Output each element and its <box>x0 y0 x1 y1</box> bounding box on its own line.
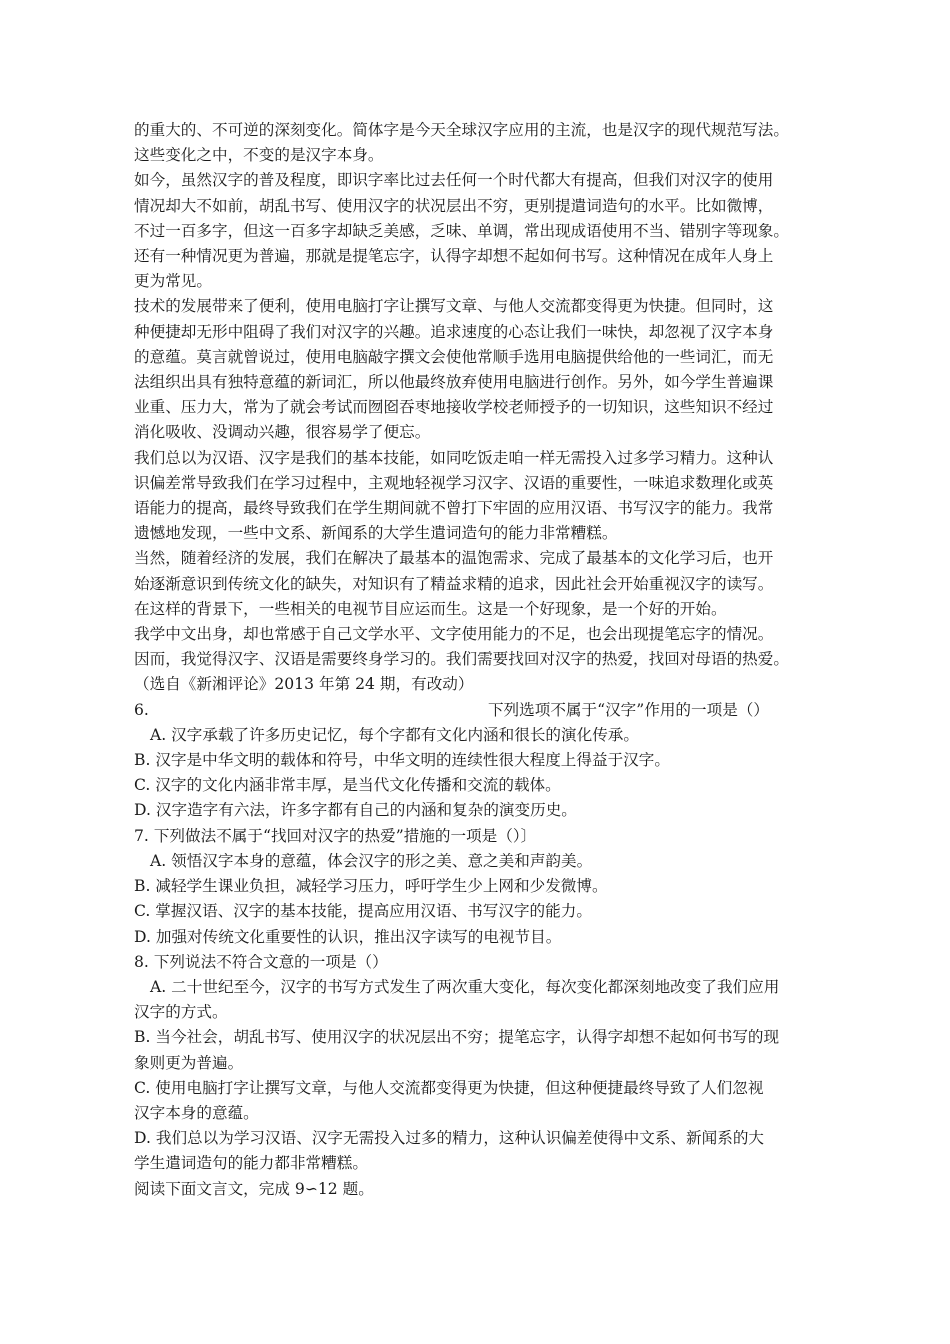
text-line: B. 当今社会，胡乱书写、使用汉字的状况层出不穷；提笔忘字，认得字却想不起如何书写的现 <box>134 1028 780 1047</box>
question-7 <box>134 824 839 950</box>
text-line: 还有一种情况更为普遍，那就是提笔忘字，认得字却想不起如何书写。这种情况在成年人身上 <box>134 247 774 266</box>
text-line: 汉字本身的意蕴。 <box>134 1103 259 1122</box>
question-stem: 7. 下列做法不属于“找回对汉字的热爱”措施的一项是（）〕 <box>134 826 537 845</box>
option-c: C. 掌握汉语、汉字的基本技能，提高应用汉语、书写汉字的能力。 <box>134 902 592 921</box>
question-8 <box>134 950 839 1177</box>
next-section-instruction: 阅读下面文言文，完成 9∽12 题。 <box>134 1179 374 1198</box>
text-line: 识偏差常导致我们在学习过程中，主观地轻视学习汉字、汉语的重要性，一味追求数理化或英 <box>134 473 774 492</box>
text-line: 这些变化之中，不变的是汉字本身。 <box>134 146 384 165</box>
text-line: 更为常见。 <box>134 272 212 291</box>
article-paragraph-2 <box>134 168 839 294</box>
text-line: 的重大的、不可逆的深刻变化。简体字是今天全球汉字应用的主流，也是汉字的现代规范写法。 <box>134 121 789 139</box>
option-d: D. 加强对传统文化重要性的认识，推出汉字读写的电视节目。 <box>134 927 562 946</box>
text-line: 消化吸收、没调动兴趣，很容易学了便忘。 <box>134 423 431 442</box>
option-b: B. 汉字是中华文明的载体和符号，中华文明的连续性很大程度上得益于汉字。 <box>134 751 670 770</box>
text-line: 语能力的提高，最终导致我们在学生期间就不曾打下牢固的应用汉语、书写汉字的能力。我常 <box>134 499 774 518</box>
question-stem: 下列选项不属于“汉字”作用的一项是（） <box>487 700 769 719</box>
option-c <box>134 1076 839 1126</box>
option-b: B. 减轻学生课业负担，减轻学习压力，呼吁学生少上网和少发微博。 <box>134 877 608 896</box>
text-line: 业重、压力大，常为了就会考试而囫囵吞枣地接收学校老师授予的一切知识，这些知识不经过 <box>134 398 774 417</box>
source-citation: （选自《新湘评论》2013 年第 24 期，有改动） <box>134 675 474 694</box>
text-line: 如今，虽然汉字的普及程度，即识字率比过去任何一个时代都大有提高，但我们对汉字的使用 <box>134 171 774 190</box>
text-line: 的意蕴。莫言就曾说过，使用电脑敲字撰文会使他常顺手选用电脑提供给他的一些词汇，而无 <box>134 347 774 366</box>
question-6 <box>134 698 839 824</box>
article-paragraph-5 <box>134 546 839 622</box>
question-6-header <box>134 698 839 723</box>
article-paragraph-4 <box>134 446 839 547</box>
document-page <box>134 118 839 1202</box>
text-line: A. 二十世纪至今，汉字的书写方式发生了两次重大变化，每次变化都深刻地改变了我们应用 <box>150 977 780 996</box>
option-d <box>134 1126 839 1176</box>
text-line: 技术的发展带来了便利，使用电脑打字让撰写文章、与他人交流都变得更为快捷。但同时，这 <box>134 297 774 316</box>
option-d: D. 汉字造字有六法，许多字都有自己的内涵和复杂的演变历史。 <box>134 801 577 820</box>
text-line: 情况却大不如前，胡乱书写、使用汉字的状况层出不穷，更别提遣词造句的水平。比如微博， <box>134 196 774 215</box>
article-body <box>134 118 839 698</box>
text-line: 因而，我觉得汉字、汉语是需要终身学习的。我们需要找回对汉字的热爱，找回对母语的热爱。 <box>134 650 789 669</box>
text-line: 当然，随着经济的发展，我们在解决了最基本的温饱需求、完成了最基本的文化学习后，也开 <box>134 549 774 568</box>
option-c: C. 汉字的文化内涵非常丰厚，是当代文化传播和交流的载体。 <box>134 776 561 795</box>
text-line: 遗憾地发现，一些中文系、新闻系的大学生遣词造句的能力非常糟糕。 <box>134 524 618 543</box>
text-line: 种便捷却无形中阻碍了我们对汉字的兴趣。追求速度的心态让我们一味快，却忽视了汉字本身 <box>134 322 774 341</box>
text-line: 汉字的方式。 <box>134 1003 228 1022</box>
article-paragraph-3 <box>134 294 839 445</box>
text-line: 不过一百多字，但这一百多字却缺乏美感，乏味、单调，常出现成语使用不当、错别字等现象。 <box>134 221 789 240</box>
text-line: C. 使用电脑打字让撰写文章，与他人交流都变得更为快捷，但这种便捷最终导致了人们忽视 <box>134 1078 764 1097</box>
text-line: D. 我们总以为学习汉语、汉字无需投入过多的精力，这种认识偏差使得中文系、新闻系的大 <box>134 1129 765 1148</box>
option-b <box>134 1025 839 1075</box>
text-line: 在这样的背景下，一些相关的电视节目应运而生。这是一个好现象，是一个好的开始。 <box>134 599 727 618</box>
question-number: 6. <box>134 700 149 719</box>
text-line: 学生遣词造句的能力都非常糟糕。 <box>134 1154 368 1173</box>
question-stem: 8. 下列说法不符合文意的一项是（） <box>134 952 388 971</box>
text-line: 始逐渐意识到传统文化的缺失，对知识有了精益求精的追求，因此社会开始重视汉字的读写。 <box>134 574 774 593</box>
text-line: 我学中文出身，却也常感于自己文学水平、文字使用能力的不足，也会出现提笔忘字的情况。 <box>134 625 774 644</box>
option-a: A. 汉字承载了许多历史记忆，每个字都有文化内涵和很长的演化传承。 <box>150 725 639 744</box>
option-a: A. 领悟汉字本身的意蕴，体会汉字的形之美、意之美和声韵美。 <box>150 851 593 870</box>
option-a <box>134 975 839 1025</box>
text-line: 象则更为普遍。 <box>134 1053 244 1072</box>
article-source <box>134 672 839 697</box>
text-line: 我们总以为汉语、汉字是我们的基本技能，如同吃饭走咱一样无需投入过多学习精力。这种认 <box>134 448 774 467</box>
text-line: 法组织出具有独特意蕴的新词汇，所以他最终放弃使用电脑进行创作。另外，如今学生普遍课 <box>134 373 774 392</box>
article-paragraph-1 <box>134 118 839 168</box>
article-paragraph-6 <box>134 622 839 672</box>
